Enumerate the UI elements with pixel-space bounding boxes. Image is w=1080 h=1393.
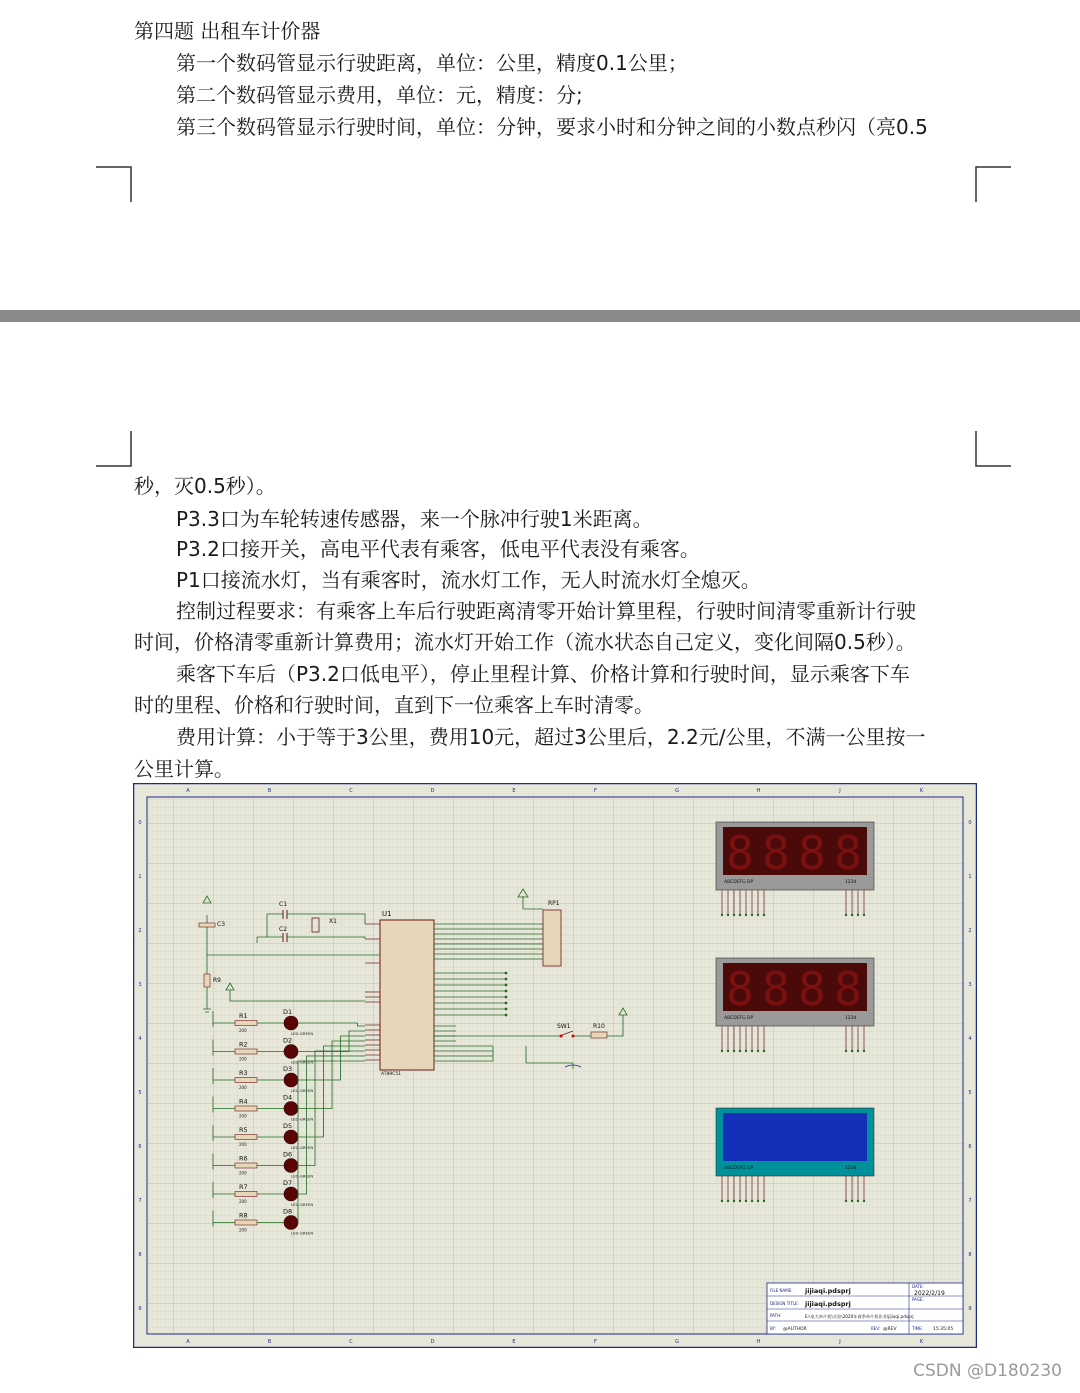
led-label: D8 [283,1207,293,1216]
display-pin-labels: 1234 [845,1166,857,1171]
column-label: F [594,788,597,794]
svg-text:@AUTHOR: @AUTHOR [783,1327,807,1332]
svg-text:SW1: SW1 [557,1023,571,1030]
column-label: K [919,788,924,794]
title-block [767,1283,963,1334]
led-icon [284,1102,298,1116]
row-label: 9 [968,1306,972,1312]
digit: 8 [726,826,754,880]
resistor-value: 200 [239,1085,247,1090]
led-label: D5 [283,1122,293,1130]
row-label: 1 [138,874,142,880]
svg-text:C1: C1 [279,901,288,908]
svg-text:REV:: REV: [871,1326,881,1331]
digit: 8 [834,962,862,1016]
led-label: D3 [283,1065,293,1073]
svg-text:R9: R9 [213,977,221,984]
resistor-value: 200 [239,1113,247,1119]
watermark: CSDN @D180230 [913,1361,1062,1381]
column-label: C [349,788,353,794]
svg-text:15:35:05: 15:35:05 [933,1327,954,1332]
paragraph-line: 时间，价格清零重新计算费用；流水灯开始工作（流水状态自己定义，变化间隔0.5秒）。 [134,630,916,654]
row-label: 8 [138,1252,142,1258]
resistor-body [235,1192,257,1197]
svg-text:DATE:: DATE: [912,1284,924,1289]
seven-segment-displays [716,822,874,1202]
column-label: B [267,788,272,794]
paragraph-line: P3.2口接开关，高电平代表有乘客，低电平代表没有乘客。 [176,537,700,561]
mcu-u1 [380,910,434,1077]
display-pin-labels: ABCDEFG DP [724,1166,754,1171]
svg-text:RP1: RP1 [548,900,560,907]
column-label: A [186,788,190,794]
row-label: 4 [138,1036,142,1042]
row-label: 7 [968,1198,972,1204]
resistor-label: R1 [239,1012,248,1020]
led-label: D4 [283,1093,293,1102]
led-value: LED-GREEN [291,1202,314,1207]
column-label: E [512,788,516,794]
digit: 8 [762,962,790,1016]
margin-corner-mark [96,166,132,202]
led-label: D7 [283,1179,293,1187]
led-value: LED-GREEN [291,1088,314,1093]
column-label: B [267,1339,272,1345]
led-value: LED-GREEN [291,1230,314,1236]
resistor-body [235,1220,257,1225]
row-label: 4 [968,1036,972,1042]
paragraph-line: 第三个数码管显示行驶时间，单位：分钟，要求小时和分钟之间的小数点秒闪（亮0.5 [176,115,928,139]
svg-text:PATH:: PATH: [770,1313,782,1318]
led-icon [284,1073,298,1087]
paragraph-line: P3.3口为车轮转速传感器，来一个脉冲行驶1米距离。 [176,507,653,531]
paragraph-line: 乘客下车后（P3.2口低电平），停止里程计算、价格计算和行驶时间，显示乘客下车 [176,662,910,686]
row-label: 0 [968,820,972,826]
row-label: 9 [138,1306,142,1312]
row-label: 2 [138,928,142,934]
svg-text:TIME:: TIME: [912,1326,923,1331]
resistor-body [235,1078,257,1083]
resistor-label: R2 [239,1040,248,1049]
resistor-body [235,1135,257,1140]
resistor-label: R7 [239,1183,248,1191]
row-label: 6 [968,1144,972,1150]
svg-text:C2: C2 [279,926,288,933]
led-icon [284,1045,298,1059]
column-label: E [512,1339,516,1345]
paragraph-line: 秒，灭0.5秒）。 [134,474,276,498]
paragraph-line: 第一个数码管显示行驶距离，单位：公里，精度0.1公里； [176,51,688,75]
row-label: 5 [968,1090,972,1096]
row-label: 6 [138,1144,142,1150]
digit: 8 [798,962,826,1016]
paragraph-line: 第二个数码管显示费用，单位：元，精度：分; [176,83,583,107]
digit: 8 [834,826,862,880]
resistor-label: R4 [239,1097,248,1106]
led-icon [284,1130,298,1144]
row-label: 7 [138,1198,142,1204]
margin-corner-mark [96,431,132,467]
row-label: 3 [968,982,972,988]
led-icon [284,1187,298,1201]
svg-text:C3: C3 [217,921,226,928]
display-pin-labels: ABCDEFG DP [724,880,754,885]
led-icon [284,1216,298,1230]
led-value: LED-GREEN [291,1059,314,1065]
led-value: LED-GREEN [291,1145,314,1150]
paragraph-line: 公里计算。 [134,757,234,781]
page-heading: 第四题 出租车计价器 [134,19,321,43]
display-face [723,1113,867,1161]
led-label: D1 [283,1008,293,1016]
row-label: 5 [138,1090,142,1096]
led-label: D2 [283,1036,293,1045]
led-label: D6 [283,1150,293,1159]
page-break-separator [0,310,1080,322]
column-label: K [919,1339,924,1345]
svg-text:FILE NAME:: FILE NAME: [770,1288,793,1293]
digit: 8 [726,962,754,1016]
resistor-value: 200 [239,1199,247,1204]
column-label: G [675,788,679,794]
digit: 8 [798,826,826,880]
led-icon [284,1159,298,1173]
svg-text:AT89C51: AT89C51 [381,1072,402,1077]
svg-text:DESIGN TITLE:: DESIGN TITLE: [770,1301,799,1306]
svg-text:U1: U1 [382,910,392,918]
column-label: F [594,1339,597,1345]
column-label: H [756,788,761,794]
resistor-value: 200 [239,1028,247,1033]
led-value: LED-GREEN [291,1116,314,1122]
column-label: J [839,788,841,794]
column-label: A [186,1339,190,1345]
svg-text:PAGE:: PAGE: [912,1297,924,1302]
display-pin-labels: 1234 [845,880,857,885]
display-pin-labels: ABCDEFG DP [724,1016,754,1021]
column-label: J [839,1339,841,1345]
row-label: 8 [968,1252,972,1258]
resistor-value: 200 [239,1056,247,1062]
column-label: D [430,788,435,794]
resistor-value: 200 [239,1227,247,1233]
row-label: 1 [968,874,972,880]
led-value: LED-GREEN [291,1031,314,1036]
resistor-label: R6 [239,1154,248,1163]
circuit-schematic [133,783,977,1348]
resistor-body [235,1021,257,1026]
row-label: 2 [968,928,972,934]
resistor-body [235,1049,257,1054]
column-label: H [756,1339,761,1345]
svg-text:jijiaqi.pdsprj: jijiaqi.pdsprj [805,1300,851,1308]
resistor-body [235,1163,257,1168]
paragraph-line: 费用计算：小于等于3公里，费用10元，超过3公里后，2.2元/公里，不满一公里按一 [176,725,926,749]
resistor-value: 200 [239,1142,247,1147]
resistor-label: R5 [239,1126,248,1134]
svg-text:2022/2/19: 2022/2/19 [914,1290,945,1297]
column-label: D [430,1339,435,1345]
svg-text:R10: R10 [593,1023,605,1030]
paragraph-line: P1口接流水灯，当有乘客时，流水灯工作，无人时流水灯全熄灭。 [176,568,761,592]
svg-text:BY:: BY: [770,1326,776,1331]
led-icon [284,1016,298,1030]
row-label: 0 [138,820,142,826]
resistor-value: 200 [239,1170,247,1176]
svg-text:E:\电大单片机\实验\2020年春季单片机作业\jijia: E:\电大单片机\实验\2020年春季单片机作业\jijiaqi.pdsprj [805,1314,914,1319]
column-label: C [349,1339,353,1345]
margin-corner-mark [975,166,1011,202]
display-pin-labels: 1234 [845,1016,857,1021]
svg-text:X1: X1 [329,918,337,925]
resistor-label: R3 [239,1069,248,1077]
paragraph-line: 控制过程要求：有乘客上车后行驶距离清零开始计算里程，行驶时间清零重新计行驶 [176,599,916,623]
svg-text:jijiaqi.pdsprj: jijiaqi.pdsprj [805,1287,851,1295]
column-label: G [675,1339,679,1345]
paragraph-line: 时的里程、价格和行驶时间，直到下一位乘客上车时清零。 [134,693,654,717]
resistor-label: R8 [239,1211,248,1220]
resistor-body [235,1106,257,1111]
led-value: LED-GREEN [291,1173,314,1179]
row-label: 3 [138,982,142,988]
svg-text:@REV: @REV [883,1327,897,1332]
margin-corner-mark [975,431,1011,467]
digit: 8 [762,826,790,880]
